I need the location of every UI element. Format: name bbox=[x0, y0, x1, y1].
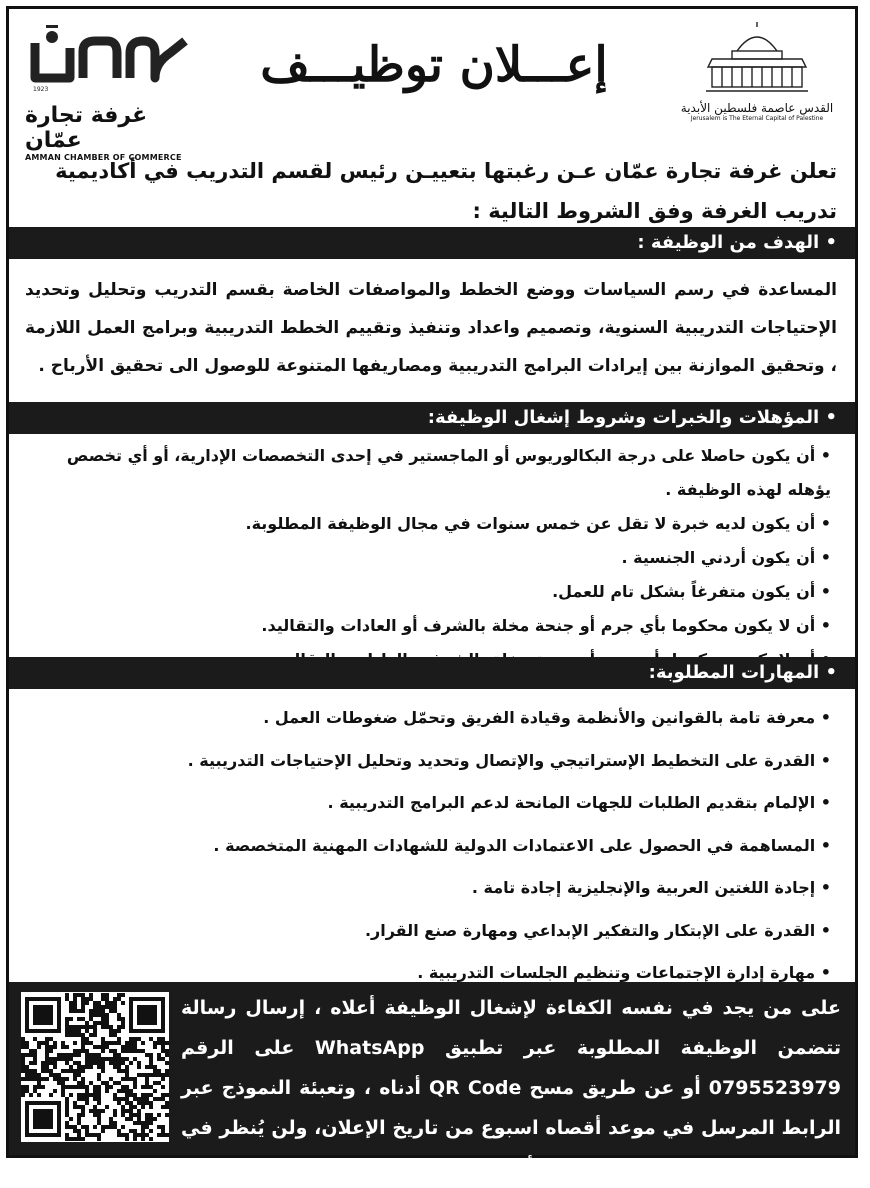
objective-text: المساعدة في رسم السياسات ووضع الخطط والمواصفات الخاصة بقسم التدريب وتحليل وتحديد الإحتياجات التدريبية السنوية، وتصميم واعداد وتنفيذ وتقييم الخطط التدريبية وبرامج العمل اللازمة ، وتحقيق الموازنة بين إيرادات البرامج التدريبية ومصاريفها المتنوعة للوصول الى تحقيق الأرباح . bbox=[25, 280, 837, 376]
qualifications-list bbox=[31, 439, 831, 677]
list-item: • الإلمام بتقديم الطلبات للجهات المانحة لدعم البرامج التدريبية . bbox=[31, 782, 831, 825]
list-item: • مهارة إدارة الإجتماعات وتنظيم الجلسات التدريبية . bbox=[31, 952, 831, 995]
list-item: • أن يكون حاصلا على درجة البكالوريوس أو الماجستير في إحدى التخصصات الإدارية، أو أي تخصص يؤهله لهذه الوظيفة . bbox=[31, 439, 831, 507]
qr-code-icon[interactable] bbox=[21, 992, 169, 1142]
list-item: • القدرة على الإبتكار والتفكير الإبداعي ومهارة صنع القرار. bbox=[31, 910, 831, 953]
chamber-emblem-icon bbox=[25, 23, 195, 93]
list-item: • أن يكون لديه خبرة لا تقل عن خمس سنوات في مجال الوظيفة المطلوبة. bbox=[31, 507, 831, 541]
jerusalem-text-en: Jerusalem is The Eternal Capital of Palestine bbox=[690, 115, 824, 122]
application-instructions: على من يجد في نفسه الكفاءة لإشغال الوظيفة أعلاه ، إرسال رسالة تتضمن الوظيفة المطلوبة عبر تطبيق WhatsApp على الرقم 0795523979 أو عن طريق مسح QR Code أدناه ، وتعبئة النموذج عبر الرابط المرسل في موعد أقصاه اسبوع من تاريخ الإعلان، ولن يُنظر في الطلبات غير المستوفية للشروط أعلاه . bbox=[181, 997, 841, 1179]
chamber-name-ar: غرفة تجارة عمّان bbox=[25, 103, 148, 153]
jerusalem-text-ar: القدس عاصمة فلسطين الأبدية bbox=[680, 101, 834, 115]
list-item: • القدرة على التخطيط الإستراتيجي والإتصال وتحديد وتحليل الإحتياجات التدريبية . bbox=[31, 740, 831, 783]
list-item: • إجادة اللغتين العربية والإنجليزية إجادة تامة . bbox=[31, 867, 831, 910]
skills-list bbox=[31, 697, 831, 995]
list-item: • أن لا يكون محكوما بأي جرم أو جنحة مخلة بالشرف أو العادات والتقاليد. bbox=[31, 609, 831, 643]
list-item: • معرفة تامة بالقوانين والأنظمة وقيادة الفريق وتحمّل ضغوطات العمل . bbox=[31, 697, 831, 740]
objective-heading: • الهدف من الوظيفة : bbox=[9, 227, 855, 259]
jerusalem-logo bbox=[677, 21, 837, 145]
application-footer bbox=[9, 982, 855, 1179]
svg-text:1923: 1923 bbox=[33, 86, 49, 93]
list-item: • أن يكون أردني الجنسية . bbox=[31, 541, 831, 575]
intro-text: تعلن غرفة تجارة عمّان عـن رغبتها بتعييـن رئيس لقسم التدريب في أكاديمية تدريب الغرفة وفق الشروط التالية : bbox=[55, 159, 837, 223]
qualifications-heading: • المؤهلات والخبرات وشروط إشغال الوظيفة: bbox=[9, 402, 855, 434]
list-item: • أن يكون متفرغاً بشكل تام للعمل. bbox=[31, 575, 831, 609]
list-item: • المساهمة في الحصول على الاعتمادات الدولية للشهادات المهنية المتخصصة . bbox=[31, 825, 831, 868]
header bbox=[9, 9, 855, 162]
skills-heading: • المهارات المطلوبة: bbox=[9, 657, 855, 689]
dome-of-the-rock-icon bbox=[702, 21, 812, 93]
chamber-name-en: AMMAN CHAMBER OF COMMERCE bbox=[25, 153, 182, 162]
page-title: إعـــلان توظيـــف bbox=[260, 37, 608, 93]
advertisement-frame bbox=[6, 6, 858, 1179]
chamber-logo bbox=[25, 23, 205, 162]
